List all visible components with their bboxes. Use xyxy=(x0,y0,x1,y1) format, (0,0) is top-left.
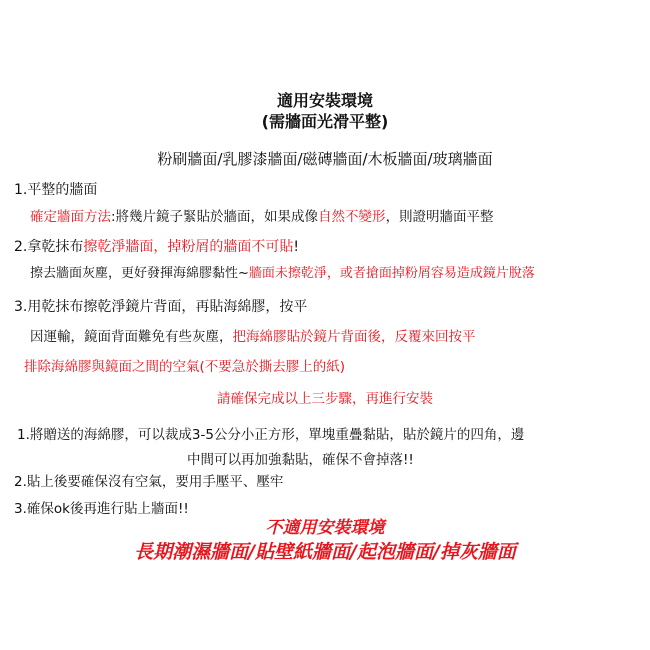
step3-detail xyxy=(30,328,476,346)
step3-detail-prefix: 因運輸，鏡面背面難免有些灰塵， xyxy=(30,329,233,345)
step1-method-highlight: 自然不變形 xyxy=(318,209,386,225)
step2-heading xyxy=(14,238,299,256)
suitable-surfaces: 粉刷牆面/乳膠漆牆面/磁磚牆面/木板牆面/玻璃牆面 xyxy=(157,150,493,168)
step1-method-tail: ，則證明牆面平整 xyxy=(385,209,494,225)
step1-heading: 1.平整的牆面 xyxy=(14,182,98,198)
not-suitable-title: 不適用安裝環境 xyxy=(265,518,385,538)
step2-detail-highlight: 牆面未擦乾淨，或者搶面掉粉屑容易造成鏡片脫落 xyxy=(248,266,535,281)
install-line-3: 3.確保ok後再進行貼上牆面!! xyxy=(14,501,189,517)
not-suitable-list: 長期潮濕牆面/貼壁紙牆面/起泡牆面/掉灰牆面 xyxy=(134,541,516,563)
install-line-2: 2.貼上後要確保沒有空氣，要用手壓平、壓牢 xyxy=(14,474,284,490)
step3-heading: 3.用乾抹布擦乾淨鏡片背面，再貼海綿膠，按平 xyxy=(14,299,308,315)
page-subtitle: (需牆面光滑平整) xyxy=(261,112,389,131)
step3-confirm: 請確保完成以上三步驟，再進行安裝 xyxy=(217,391,433,407)
step3-air-note: 排除海綿膠與鏡面之間的空氣(不要急於撕去膠上的紙) xyxy=(24,359,346,375)
step2-heading-prefix: 2.拿乾抹布 xyxy=(14,239,84,255)
step2-heading-suffix: ! xyxy=(293,239,299,255)
step1-method-text: :將幾片鏡子緊貼於牆面，如果成像 xyxy=(111,209,319,225)
page-title: 適用安裝環境 xyxy=(276,91,373,110)
step1-method-label: 確定牆面方法 xyxy=(30,209,111,225)
install-line-1: 1.將贈送的海綿膠，可以裁成3-5公分小正方形，單塊重疊黏貼，貼於鏡片的四角，邊 xyxy=(17,427,525,443)
step2-detail-prefix: 擦去牆面灰塵，更好發揮海綿膠黏性~ xyxy=(30,266,249,281)
step3-detail-highlight: 把海綿膠貼於鏡片背面後，反覆來回按平 xyxy=(232,329,476,345)
step2-heading-highlight: 擦乾淨牆面，掉粉屑的牆面不可貼 xyxy=(83,239,294,255)
step2-detail xyxy=(30,265,535,283)
install-line-1b: 中間可以再加強黏貼，確保不會掉落!! xyxy=(187,452,414,468)
step1-detail xyxy=(30,208,494,226)
